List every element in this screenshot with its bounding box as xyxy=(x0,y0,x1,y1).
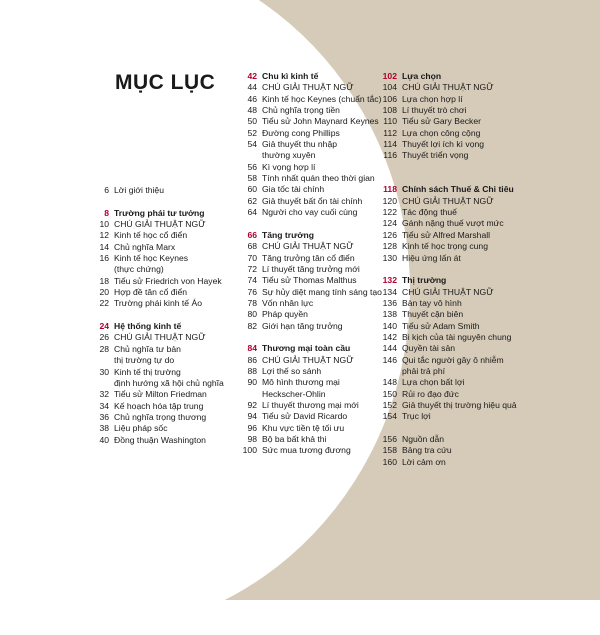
toc-spacer xyxy=(240,332,388,343)
toc-entry-title: thị trường tự do xyxy=(114,355,175,366)
toc-entry-title: Tiểu sử Adam Smith xyxy=(402,320,480,331)
toc-page-number: 106 xyxy=(382,93,397,104)
toc-entry[interactable] xyxy=(380,309,530,320)
toc-entry[interactable] xyxy=(92,264,242,275)
toc-entry[interactable] xyxy=(240,309,388,320)
toc-entry-title: Kinh tế thị trường xyxy=(114,366,181,377)
toc-page-number xyxy=(240,150,257,161)
toc-column-1 xyxy=(92,185,242,446)
toc-entry[interactable] xyxy=(92,401,242,412)
toc-entry-title: Lựa chọn hợp lí xyxy=(402,93,463,104)
toc-entry[interactable] xyxy=(240,389,388,400)
toc-entry[interactable] xyxy=(92,412,242,423)
toc-page-number: 104 xyxy=(382,82,397,93)
toc-page-number: 60 xyxy=(247,184,257,195)
toc-entry[interactable] xyxy=(92,276,242,287)
toc-entry-title: Rủi ro đạo đức xyxy=(402,388,459,399)
toc-column-3 xyxy=(380,71,530,468)
toc-entry-title: CHÚ GIẢI THUẬT NGỮ xyxy=(262,354,354,365)
toc-page-number: 18 xyxy=(99,275,109,286)
toc-entry[interactable] xyxy=(92,378,242,389)
toc-entry[interactable] xyxy=(380,411,530,422)
toc-page-number: 10 xyxy=(99,219,109,230)
toc-entry-title: Giả thuyết thị trường hiệu quả xyxy=(402,399,517,410)
toc-entry-title: Lựa chọn bất lợi xyxy=(402,377,465,388)
toc-entry[interactable] xyxy=(240,150,388,161)
toc-entry-title: Heckscher-Ohlin xyxy=(262,388,326,399)
toc-entry-title: Kinh tế học Keynes (chuẩn tắc) xyxy=(262,93,382,104)
toc-entry[interactable] xyxy=(380,298,530,309)
toc-entry[interactable] xyxy=(92,435,242,446)
toc-entry[interactable] xyxy=(380,150,530,161)
toc-page-number: 34 xyxy=(99,400,109,411)
toc-page-number: 24 xyxy=(99,321,109,332)
toc-entry-title: Kinh tế học cổ điển xyxy=(114,230,188,241)
toc-entry-title: Tiểu sử Alfred Marshall xyxy=(402,229,491,240)
toc-entry[interactable] xyxy=(240,116,388,127)
toc-entry[interactable] xyxy=(380,139,530,150)
toc-entry-title: Thuyết triển vọng xyxy=(402,150,469,161)
toc-section-heading[interactable] xyxy=(92,208,242,219)
toc-spacer xyxy=(92,310,242,321)
toc-entry-title: Chủ nghĩa trọng tiền xyxy=(262,105,340,116)
toc-entry[interactable] xyxy=(240,298,388,309)
toc-section-heading[interactable] xyxy=(240,71,388,82)
toc-entry[interactable] xyxy=(380,377,530,388)
toc-entry-title: Tiểu sử John Maynard Keynes xyxy=(262,116,379,127)
toc-entry-title: Khu vực tiền tệ tối ưu xyxy=(262,422,345,433)
toc-entry[interactable] xyxy=(92,242,242,253)
toc-entry-title: Lựa chọn xyxy=(402,71,442,81)
toc-page-number: 122 xyxy=(382,207,397,218)
toc-entry[interactable] xyxy=(380,343,530,354)
toc-entry[interactable] xyxy=(380,105,530,116)
toc-page-number: 56 xyxy=(247,161,257,172)
toc-page-number: 82 xyxy=(247,320,257,331)
toc-section-heading[interactable] xyxy=(240,230,388,241)
toc-entry[interactable] xyxy=(240,355,388,366)
toc-page-number: 100 xyxy=(242,445,257,456)
toc-entry-title: Bảng tra cứu xyxy=(402,445,452,456)
toc-page-number xyxy=(240,389,257,400)
toc-entry-title: Giả thuyết thu nhập xyxy=(262,139,338,150)
toc-entry-title: Gánh nặng thuế vượt mức xyxy=(402,218,504,229)
toc-entry-title: Vốn nhân lực xyxy=(262,297,314,308)
toc-entry-title: Hợp đề tân cổ điển xyxy=(114,287,188,298)
toc-entry-title: Lợi thế so sánh xyxy=(262,365,322,376)
toc-page-number: 130 xyxy=(382,252,397,263)
toc-entry-title: Nguồn dẫn xyxy=(402,434,445,444)
toc-entry[interactable] xyxy=(240,241,388,252)
toc-page-number: 66 xyxy=(247,229,257,240)
toc-spacer xyxy=(380,162,530,173)
toc-entry[interactable] xyxy=(240,445,388,456)
toc-page-number: 90 xyxy=(247,377,257,388)
toc-page-number: 120 xyxy=(382,195,397,206)
toc-entry[interactable] xyxy=(240,162,388,173)
toc-entry-title: Đồng thuận Washington xyxy=(114,434,206,445)
toc-entry-title: CHÚ GIẢI THUẬT NGỮ xyxy=(402,195,494,206)
toc-entry-title: Bàn tay vô hình xyxy=(402,297,462,308)
toc-entry[interactable] xyxy=(240,366,388,377)
toc-section-heading[interactable] xyxy=(92,321,242,332)
toc-page-number: 134 xyxy=(382,286,397,297)
toc-entry[interactable] xyxy=(380,366,530,377)
toc-entry[interactable] xyxy=(92,287,242,298)
toc-page-number: 152 xyxy=(382,399,397,410)
toc-entry[interactable] xyxy=(92,423,242,434)
toc-entry-title: Trường phái kinh tế Áo xyxy=(114,298,202,309)
toc-page-number: 36 xyxy=(99,411,109,422)
toc-page-number xyxy=(380,366,397,377)
toc-page-number: 108 xyxy=(382,105,397,116)
toc-entry-title: Người cho vay cuối cùng xyxy=(262,207,358,218)
toc-entry[interactable] xyxy=(240,207,388,218)
page-title: MỤC LỤC xyxy=(115,71,216,94)
toc-spacer xyxy=(380,264,530,275)
toc-page-number: 140 xyxy=(382,320,397,331)
toc-page-number: 38 xyxy=(99,423,109,434)
toc-page-number: 30 xyxy=(99,366,109,377)
toc-page-number: 22 xyxy=(99,298,109,309)
toc-page-number: 86 xyxy=(247,354,257,365)
toc-page-number: 80 xyxy=(247,309,257,320)
toc-page-number xyxy=(92,355,109,366)
toc-entry[interactable] xyxy=(380,287,530,298)
toc-page-number: 68 xyxy=(247,241,257,252)
toc-spacer xyxy=(240,218,388,229)
toc-entry-title: CHÚ GIẢI THUẬT NGỮ xyxy=(114,219,206,230)
toc-entry-title: Giả thuyết bất ổn tài chính xyxy=(262,195,363,206)
toc-page-number: 78 xyxy=(247,297,257,308)
toc-entry-title: Trục lợi xyxy=(402,411,431,422)
toc-entry[interactable] xyxy=(92,185,242,196)
toc-entry[interactable] xyxy=(380,82,530,93)
toc-entry-title: Chủ nghĩa trọng thương xyxy=(114,411,207,422)
toc-page-number: 92 xyxy=(247,399,257,410)
toc-entry-title: phải trả phí xyxy=(402,365,445,376)
toc-page-number: 50 xyxy=(247,116,257,127)
toc-page-number: 150 xyxy=(382,388,397,399)
toc-page-number: 62 xyxy=(247,195,257,206)
toc-page-number xyxy=(92,378,109,389)
toc-page-number: 14 xyxy=(99,241,109,252)
toc-entry-title: Hiệu ứng lấn át xyxy=(402,252,461,263)
toc-entry-title: Tiểu sử Gary Becker xyxy=(402,116,481,127)
toc-entry[interactable] xyxy=(240,321,388,332)
toc-entry-title: Kinh tế học Keynes xyxy=(114,253,189,264)
toc-page-number: 160 xyxy=(382,456,397,467)
toc-entry[interactable] xyxy=(380,196,530,207)
toc-entry[interactable] xyxy=(240,82,388,93)
toc-entry-title: Chu kì kinh tế xyxy=(262,71,319,81)
toc-entry[interactable] xyxy=(92,344,242,355)
toc-page-number: 94 xyxy=(247,411,257,422)
toc-page-number: 72 xyxy=(247,263,257,274)
toc-entry-title: Tăng trưởng tân cổ điển xyxy=(262,252,355,263)
toc-entry[interactable] xyxy=(240,287,388,298)
toc-entry-title: Lời giới thiệu xyxy=(114,185,164,195)
toc-page-number: 32 xyxy=(99,389,109,400)
toc-page-number: 48 xyxy=(247,105,257,116)
toc-page-number: 46 xyxy=(247,93,257,104)
toc-section-heading[interactable] xyxy=(380,71,530,82)
toc-section-heading[interactable] xyxy=(240,343,388,354)
toc-page-number: 44 xyxy=(247,82,257,93)
toc-section-heading[interactable] xyxy=(380,184,530,195)
toc-entry-title: CHÚ GIẢI THUẬT NGỮ xyxy=(262,82,354,93)
toc-page-number: 40 xyxy=(99,434,109,445)
toc-page-number: 114 xyxy=(383,139,397,150)
toc-entry[interactable] xyxy=(380,230,530,241)
toc-page-number: 156 xyxy=(382,434,397,444)
toc-entry[interactable] xyxy=(380,128,530,139)
toc-entry[interactable] xyxy=(92,230,242,241)
toc-entry-title: Hệ thống kinh tế xyxy=(114,321,182,332)
toc-page-number: 124 xyxy=(382,218,397,229)
toc-entry-title: Thuyết lợi ích kì vọng xyxy=(402,139,485,150)
toc-page-number: 76 xyxy=(247,286,257,297)
toc-entry-title: Pháp quyền xyxy=(262,309,308,320)
toc-page-number: 8 xyxy=(104,207,109,218)
toc-entry-title: Mô hình thương mại xyxy=(262,377,340,388)
toc-entry[interactable] xyxy=(240,423,388,434)
toc-entry-title: Lí thuyết trò chơi xyxy=(402,105,467,116)
toc-entry-title: Quyền tài sản xyxy=(402,343,456,354)
toc-entry-title: Chính sách Thuế & Chi tiêu xyxy=(402,184,514,195)
toc-entry-title: Tiểu sử David Ricardo xyxy=(262,411,348,422)
toc-page-number: 12 xyxy=(99,230,109,241)
toc-page-number: 70 xyxy=(247,252,257,263)
toc-entry[interactable] xyxy=(240,184,388,195)
toc-page-number: 142 xyxy=(382,331,397,342)
toc-entry-title: Tiểu sử Thomas Malthus xyxy=(262,275,357,286)
toc-entry-title: Đường cong Phillips xyxy=(262,127,340,138)
toc-entry-title: Thuyết cận biên xyxy=(402,309,464,320)
toc-entry[interactable] xyxy=(380,241,530,252)
toc-entry-title: Kì vọng hợp lí xyxy=(262,161,316,172)
toc-entry-title: Liệu pháp sốc xyxy=(114,423,168,434)
toc-entry-title: Giới hạn tăng trưởng xyxy=(262,320,343,331)
toc-page-number: 28 xyxy=(99,343,109,354)
toc-page-number: 112 xyxy=(383,127,397,138)
toc-entry-title: Lời cảm ơn xyxy=(402,456,446,467)
toc-entry[interactable] xyxy=(240,139,388,150)
toc-page-number: 148 xyxy=(382,377,397,388)
toc-entry-title: Tính nhất quán theo thời gian xyxy=(262,173,375,184)
toc-entry[interactable] xyxy=(380,400,530,411)
toc-entry[interactable] xyxy=(240,105,388,116)
toc-spacer xyxy=(380,173,530,184)
toc-entry-title: Bi kịch của tài nguyên chung xyxy=(402,331,512,342)
toc-entry[interactable] xyxy=(92,332,242,343)
toc-page-number: 118 xyxy=(383,184,397,195)
toc-page-number: 74 xyxy=(247,275,257,286)
toc-entry-title: Tiểu sử Milton Friedman xyxy=(114,389,207,400)
toc-entry[interactable] xyxy=(380,253,530,264)
toc-page-number: 96 xyxy=(247,422,257,433)
toc-page-number: 88 xyxy=(247,365,257,376)
toc-entry-title: CHÚ GIẢI THUẬT NGỮ xyxy=(402,82,494,93)
toc-page-number: 116 xyxy=(383,150,397,161)
toc-section-heading[interactable] xyxy=(380,275,530,286)
toc-entry[interactable] xyxy=(380,218,530,229)
toc-entry-title: Tăng trưởng xyxy=(262,229,314,240)
toc-entry[interactable] xyxy=(240,275,388,286)
toc-entry-title: Trường phái tư tưởng xyxy=(114,207,205,218)
toc-entry-title: Qui tắc người gây ô nhiễm xyxy=(402,354,504,365)
toc-entry[interactable] xyxy=(92,355,242,366)
toc-entry[interactable] xyxy=(240,173,388,184)
toc-entry[interactable] xyxy=(380,389,530,400)
toc-entry-title: Tiểu sử Friedrich von Hayek xyxy=(114,275,222,286)
toc-entry[interactable] xyxy=(380,332,530,343)
toc-page-number: 26 xyxy=(99,332,109,343)
toc-entry-title: Bộ ba bất khả thi xyxy=(262,434,327,444)
toc-entry-title: Sức mua tương đương xyxy=(262,445,351,456)
toc-entry-title: Thị trường xyxy=(402,275,447,286)
toc-page-number: 20 xyxy=(99,287,109,298)
toc-page-number: 146 xyxy=(382,354,397,365)
toc-page-number: 144 xyxy=(382,343,397,354)
toc-entry-title: Chủ nghĩa tư bản xyxy=(114,343,181,354)
toc-entry-title: Kinh tế học trọng cung xyxy=(402,241,488,252)
toc-entry[interactable] xyxy=(240,400,388,411)
toc-entry[interactable] xyxy=(92,389,242,400)
toc-entry-title: Lựa chọn công cộng xyxy=(402,127,481,138)
toc-spacer xyxy=(380,423,530,434)
toc-page-number: 54 xyxy=(247,139,257,150)
toc-entry[interactable] xyxy=(380,207,530,218)
toc-entry[interactable] xyxy=(240,94,388,105)
toc-entry[interactable] xyxy=(240,196,388,207)
toc-entry[interactable] xyxy=(380,434,530,445)
toc-entry-title: Tác động thuế xyxy=(402,207,457,218)
toc-page-number: 126 xyxy=(382,229,397,240)
toc-page-number: 16 xyxy=(99,253,109,264)
toc-entry[interactable] xyxy=(380,321,530,332)
toc-page-number xyxy=(92,264,109,275)
toc-entry[interactable] xyxy=(240,253,388,264)
toc-entry[interactable] xyxy=(380,116,530,127)
toc-page-number: 102 xyxy=(382,71,397,81)
toc-page-number: 158 xyxy=(382,445,397,456)
toc-spacer xyxy=(92,196,242,207)
toc-page-number: 132 xyxy=(382,275,397,286)
toc-entry[interactable] xyxy=(240,128,388,139)
toc-entry-title: Lí thuyết thương mại mới xyxy=(262,399,359,410)
toc-entry-title: (thực chứng) xyxy=(114,264,164,275)
toc-entry-title: thường xuyên xyxy=(262,150,316,161)
toc-page-number: 64 xyxy=(247,207,257,218)
toc-entry-title: Kế hoạch hóa tập trung xyxy=(114,400,204,411)
toc-entry[interactable] xyxy=(92,253,242,264)
toc-page-number: 154 xyxy=(382,411,397,422)
toc-entry-title: Chủ nghĩa Marx xyxy=(114,241,176,252)
toc-entry-title: CHÚ GIẢI THUẬT NGỮ xyxy=(114,332,206,343)
toc-page-number: 58 xyxy=(247,173,257,184)
toc-column-2 xyxy=(240,71,388,457)
toc-entry[interactable] xyxy=(92,367,242,378)
toc-entry-title: Thương mại toàn cầu xyxy=(262,343,351,354)
toc-page-number: 6 xyxy=(104,185,109,195)
toc-entry[interactable] xyxy=(92,219,242,230)
toc-entry[interactable] xyxy=(92,298,242,309)
toc-entry[interactable] xyxy=(380,94,530,105)
toc-page-number: 110 xyxy=(383,116,397,127)
toc-entry[interactable] xyxy=(240,264,388,275)
toc-entry-title: CHÚ GIẢI THUẬT NGỮ xyxy=(402,286,494,297)
toc-entry[interactable] xyxy=(380,445,530,456)
toc-page-number: 52 xyxy=(247,127,257,138)
toc-entry-title: Sự hủy diệt mang tính sáng tạo xyxy=(262,286,382,297)
toc-page-number: 98 xyxy=(247,434,257,444)
toc-entry[interactable] xyxy=(240,434,388,445)
toc-entry-title: Gia tốc tài chính xyxy=(262,184,325,195)
toc-page-number: 84 xyxy=(247,343,257,354)
toc-entry-title: định hướng xã hội chủ nghĩa xyxy=(114,377,224,388)
toc-entry-title: CHÚ GIẢI THUẬT NGỮ xyxy=(262,241,354,252)
toc-entry[interactable] xyxy=(240,411,388,422)
toc-page-number: 42 xyxy=(247,71,257,81)
toc-page-number: 138 xyxy=(382,309,397,320)
toc-entry[interactable] xyxy=(240,377,388,388)
toc-page-number: 128 xyxy=(382,241,397,252)
toc-entry[interactable] xyxy=(380,355,530,366)
toc-entry-title: Lí thuyết tăng trưởng mới xyxy=(262,263,360,274)
toc-entry[interactable] xyxy=(380,457,530,468)
toc-page-number: 136 xyxy=(382,297,397,308)
